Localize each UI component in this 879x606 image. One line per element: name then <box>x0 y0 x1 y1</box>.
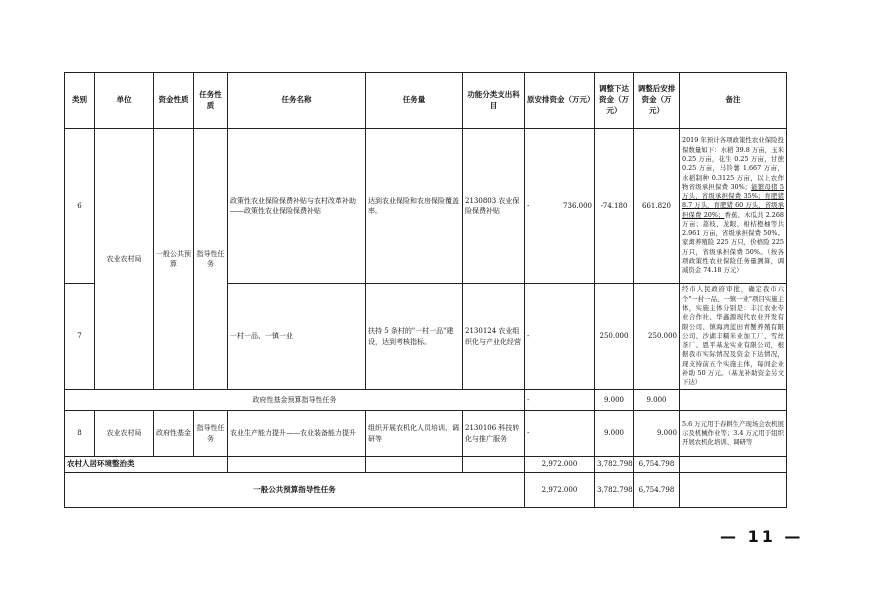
task-name-cell: 一村一品、一镇一业 <box>228 284 366 390</box>
adjusted-funds-cell: 9.000 <box>634 390 680 411</box>
remark-cell: 经市人民政府审批，确定我市六个"一村一品、一镇一业"项目实施主体，实施主体分别是：丰江农业专业合作社、华鑫源现代农业开发有限公司、镇海湾蓝田青蟹养殖有限公司、沙湖丰糯米业加工厂、雪丝茶厂、恩平基龙实业有限公司，根据我市实际情况及资金下达情况，现支持前五个实施主体，每间企业补助 50 万元。（基龙补助资金另文下达） <box>680 284 787 390</box>
orig-funds-value: 736.000 <box>563 201 592 210</box>
dash-mark: - <box>527 332 530 341</box>
total-label: 一般公共预算指导性任务 <box>65 473 525 508</box>
remark-text-underlined: 能繁母猪 5 万头，省级承担保费 35%；育肥猪 8.7 万头，育肥猪 60 万头，省级承担保费 20%； <box>682 182 784 219</box>
task-amount-cell: 扶持 5 条村的"一村一品"建设，达到考核指标。 <box>366 284 463 390</box>
header-remark: 备注 <box>680 73 787 129</box>
unit-cell: 农业农村局 <box>95 411 154 457</box>
remark-cell <box>680 129 787 284</box>
header-adjust-down: 调整下达资金（万元） <box>595 73 634 129</box>
unit-cell: 农业农村局 <box>95 129 154 390</box>
func-subject-cell: 2130106 科技转化与推广服务 <box>463 411 525 457</box>
header-func-subject: 功能分类支出科目 <box>463 73 525 129</box>
adjust-down-cell: 250.000 <box>595 284 634 390</box>
dash-mark: - <box>527 395 530 404</box>
dash-mark: - <box>527 201 530 210</box>
adjust-down-cell: 3,782.798 <box>595 473 634 508</box>
fund-type-cell: 政府性基金 <box>154 411 194 457</box>
task-type-cell: 指导性任务 <box>194 411 228 457</box>
row-number: 7 <box>65 284 95 390</box>
adjust-down-cell: 3,782.798 <box>595 457 634 473</box>
task-name-cell: 农业生产能力提升——农业装备能力提升 <box>228 411 366 457</box>
func-subject-cell: 2130803 农业保险保费补贴 <box>463 129 525 284</box>
row-number: 8 <box>65 411 95 457</box>
task-name-cell: 政策性农业保险保费补贴与农村改革补助——政策性农业保险保费补贴 <box>228 129 366 284</box>
table-row-6 <box>65 129 787 284</box>
dash-mark: - <box>527 429 530 438</box>
remark-cell: 5.6 万元用于春耕生产现场会农机展示及机械作业等；3.4 万元用于组织开展农机化培训、调研等 <box>680 411 787 457</box>
remark-cell <box>680 457 787 473</box>
subtotal-label: 政府性基金预算指导性任务 <box>65 390 525 411</box>
gov-fund-subtotal-row <box>65 390 787 411</box>
remark-cell <box>680 390 787 411</box>
orig-funds-cell: 2,972.000 <box>525 457 595 473</box>
header-task-type: 任务性质 <box>194 73 228 129</box>
adjusted-funds-cell: 661.820 <box>634 129 680 284</box>
header-category: 类别 <box>65 73 95 129</box>
adjust-down-cell: 9.000 <box>595 411 634 457</box>
general-total-row <box>65 473 787 508</box>
adjusted-funds-cell: 250.000 <box>634 284 680 390</box>
adjusted-funds-cell: 6,754.798 <box>634 473 680 508</box>
orig-funds-cell <box>525 411 595 457</box>
header-fund-type: 资金性质 <box>154 73 194 129</box>
adjust-down-cell: -74.180 <box>595 129 634 284</box>
adjusted-funds-cell: 6,754.798 <box>634 457 680 473</box>
empty-cell <box>463 457 525 473</box>
table-header-row <box>65 73 787 129</box>
adjust-down-cell: 9.000 <box>595 390 634 411</box>
row-number: 6 <box>65 129 95 284</box>
empty-cell <box>366 457 463 473</box>
orig-funds-cell <box>525 129 595 284</box>
header-orig-funds: 原安排资金（万元） <box>525 73 595 129</box>
empty-cell <box>228 457 366 473</box>
rural-env-row <box>65 457 787 473</box>
task-amount-cell: 组织开展农机化人员培训、调研等 <box>366 411 463 457</box>
task-amount-cell: 达到农业保险和农房保险覆盖率。 <box>366 129 463 284</box>
adjusted-funds-cell: 9.000 <box>634 411 680 457</box>
budget-task-table <box>64 72 787 508</box>
func-subject-cell: 2130124 农业组织化与产业化经营 <box>463 284 525 390</box>
header-task-name: 任务名称 <box>228 73 366 129</box>
orig-funds-cell: 2,972.000 <box>525 473 595 508</box>
header-task-amount: 任务量 <box>366 73 463 129</box>
header-adjusted-funds: 调整后安排资金（万元） <box>634 73 680 129</box>
fund-type-cell: 一般公共预算 <box>154 129 194 390</box>
header-unit: 单位 <box>95 73 154 129</box>
orig-funds-cell <box>525 390 595 411</box>
task-type-cell: 指导性任务 <box>194 129 228 390</box>
remark-cell <box>680 473 787 508</box>
remark-text-a: 2019 年预计各项政策性农业保险投保数量如下：水稻 39.8 万亩，玉米 0.25 万亩，花生 0.25 万亩，甘蔗 0.25 万亩，马铃薯 1.667 万亩，水稻制种 0.3125 万亩，以上农作物省级承担保费 30%； <box>682 136 784 191</box>
category-label: 农村人居环境整治类 <box>65 457 228 473</box>
table-row-8 <box>65 411 787 457</box>
page-number: — 11 — <box>720 527 804 546</box>
orig-funds-cell <box>525 284 595 390</box>
remark-text-b: 香蕉、木瓜共 2.268 万亩；荔枝、龙眼、柑桔橙柚等共 2.961 万亩，省级承担保费 50%。家禽养殖险 225 万只，价格险 225 万只，省级承担保费 50%。（按各项政策性农业保险任务量测算，调减资金 74.18 万元） <box>682 210 784 275</box>
